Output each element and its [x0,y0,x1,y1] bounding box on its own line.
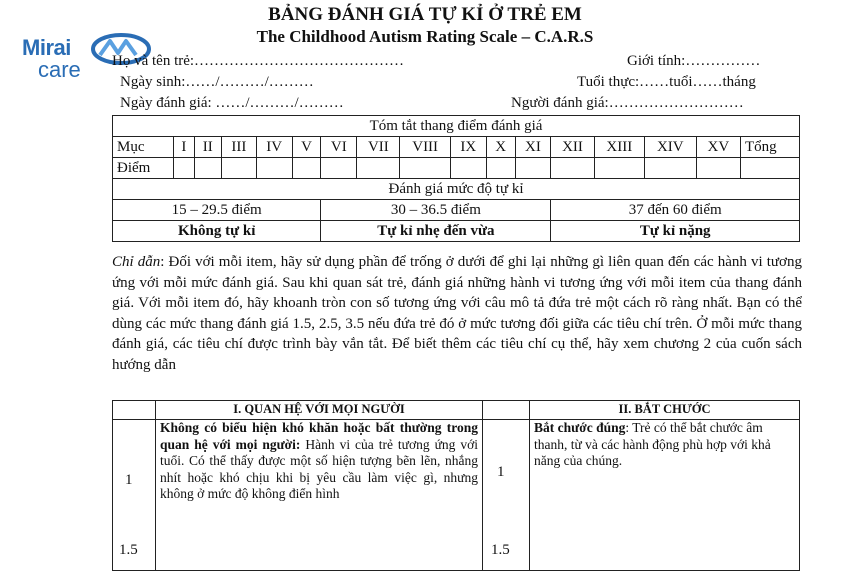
section1-score-1-5: 1.5 [119,542,138,558]
range-no-autism: 15 – 29.5 điểm [113,200,321,221]
field-actual-age: Tuổi thực:……tuổi……tháng [577,74,756,90]
score-cell-8 [400,158,450,179]
level-no-autism: Không tự kỉ [113,221,321,242]
item-col-1: I [174,137,194,158]
field-gender: Giới tính:…………… [627,53,761,69]
score-cell-12 [551,158,594,179]
section2-score-1-5: 1.5 [491,542,510,558]
score-cell-1 [174,158,194,179]
section1-level1-title: Không có biểu hiện khó khăn hoặc bất thường trong quan hệ với mọi người: [160,420,478,452]
score-row-label: Điểm [113,158,174,179]
item-col-6: VI [321,137,357,158]
item-col-15: XV [696,137,740,158]
score-cell-5 [292,158,321,179]
instructions [112,252,802,375]
section2-score-1: 1 [497,464,505,480]
item-col-8: VIII [400,137,450,158]
section2-level1-text: : Trẻ có thể bắt chước âm thanh, từ và các hành động phù hợp với khả năng của chúng. [534,420,771,468]
score-cell-14 [645,158,697,179]
logo-word-care: care [38,57,81,82]
summary-score-row [113,158,800,179]
section1-score-1: 1 [125,472,133,488]
section2-heading: II. BẮT CHƯỚC [530,401,800,420]
item-col-3: III [221,137,256,158]
score-cell-4 [256,158,292,179]
score-cell-13 [594,158,644,179]
section1-score-header [113,401,156,420]
summary-item-row [113,137,800,158]
field-evaluation-date: Ngày đánh giá: ……/………/……… [120,95,344,111]
score-cell-10 [486,158,515,179]
section2-level1-title: Bắt chước đúng [534,420,626,435]
item-col-10: X [486,137,515,158]
section2-level1-desc [530,420,800,571]
item-col-14: XIV [645,137,697,158]
item-col-4: IV [256,137,292,158]
summary-title: Tóm tắt thang điểm đánh giá [113,116,800,137]
level-mild-moderate: Tự kỉ nhẹ đến vừa [321,221,551,242]
score-summary-table [112,115,800,242]
item-row-label: Mục [113,137,174,158]
score-cell-11 [515,158,551,179]
level-severe: Tự kỉ nặng [551,221,800,242]
section2-score-header [483,401,530,420]
score-cell-7 [357,158,400,179]
level-title: Đánh giá mức độ tự kỉ [113,179,800,200]
total-col: Tổng [741,137,800,158]
instructions-label: Chỉ dẫn [112,254,161,270]
rating-items-table [112,400,800,571]
total-score-cell [741,158,800,179]
item-col-5: V [292,137,321,158]
score-cell-9 [450,158,486,179]
score-cell-2 [194,158,221,179]
score-cell-6 [321,158,357,179]
range-mild-moderate: 30 – 36.5 điểm [321,200,551,221]
document-subtitle: The Childhood Autism Rating Scale – C.A.R.S [256,27,594,46]
logo-word-mirai: Mirai [22,35,71,60]
document-title: BẢNG ĐÁNH GIÁ TỰ KỈ Ở TRẺ EM [268,4,582,25]
item-col-7: VII [357,137,400,158]
score-cell-3 [221,158,256,179]
section1-heading: I. QUAN HỆ VỚI MỌI NGƯỜI [156,401,483,420]
range-severe: 37 đến 60 điểm [551,200,800,221]
item-col-2: II [194,137,221,158]
field-evaluator: Người đánh giá:……………………… [511,95,744,111]
section1-level1-text: Hành vi của trẻ tương ứng với tuổi. Có thể thấy được một số hiện tượng bẽn lẽn, nhắng nhít hoặc khó chịu khi bị yêu cầu làm việc gì, nhưng không ở mức độ không điển hình [160,436,479,501]
field-date-of-birth: Ngày sinh:……/………/……… [120,74,314,90]
item-col-9: IX [450,137,486,158]
instructions-text: : Đối với mỗi item, hãy sử dụng phần để trống ở dưới để ghi lại những gì liên quan đến các hành vi tương ứng với mỗi mức đánh giá. Sau khi quan sát trẻ, đánh giá những hành vi tương ứng với mỗi item của thang đánh giá. Với mỗi item đó, hãy khoanh tròn con số tương ứng với câu mô tả đứa trẻ một cách rõ ràng nhất. Bạn có thể dùng các mức thang đánh giá 1.5, 2.5, 3.5 nếu đứa trẻ đó ở mức tương đối giữa các tiêu chí trên. Ở mỗi mức thang đánh giá, các tiêu chí được trình bày vắn tắt. Để biết thêm các tiêu chí cụ thể, hãy xem chương 2 của cuốn sách hướng dẫn [112,254,802,373]
item-col-11: XI [515,137,551,158]
score-cell-15 [696,158,740,179]
item-col-12: XII [551,137,594,158]
item-col-13: XIII [594,137,644,158]
section1-level1-desc [156,420,483,571]
field-child-name: Họ và tên trẻ:…………………………………… [112,53,405,69]
